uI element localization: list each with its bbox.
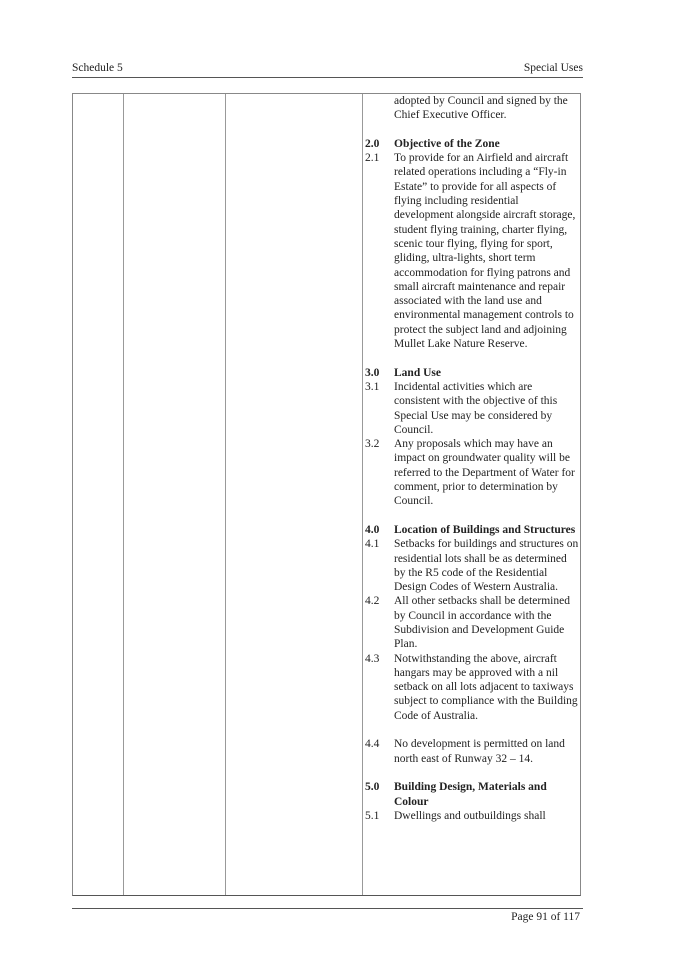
clause-text: No development is permitted on land north east of Runway 32 – 14. <box>394 738 565 765</box>
clause <box>365 380 579 437</box>
section-heading <box>365 780 579 809</box>
page-label: Page <box>511 911 534 923</box>
header-schedule: Schedule 5 <box>72 62 123 74</box>
clause <box>365 652 579 723</box>
clause <box>365 809 579 823</box>
clause-text: Incidental activities which are consistent with the objective of this Special Use may be considered by Council. <box>394 380 558 436</box>
continuation-text: adopted by Council and signed by the Chief Executive Officer. <box>394 95 568 122</box>
clause-text: To provide for an Airfield and aircraft related operations including a “Fly-in Estate” to provide for all aspects of flying including residential development alongside aircraft storage, student flying training, charter flying, scenic tour flying, flying for sport, gliding, ultra-lights, short term accommodation for flying patrons and small aircraft maintenance and repair associated with the land use and environmental management controls to protect the subject land and adjoining Mullet Lake Nature Reserve. <box>394 152 576 351</box>
clause-text: All other setbacks shall be determined by Council in accordance with the Subdivision and Development Guide Plan. <box>394 595 570 651</box>
section-title: Land Use <box>394 366 441 379</box>
section-number: 4.0 <box>365 523 380 536</box>
section-title: Building Design, Materials and Colour <box>394 781 547 808</box>
section-number: 3.0 <box>365 366 380 379</box>
clause-number: 4.4 <box>365 738 380 751</box>
clause-number: 4.3 <box>365 652 380 665</box>
clause-text: Any proposals which may have an impact on groundwater quality will be referred to the Department of Water for comment, prior to determination by Council. <box>394 438 575 508</box>
header-rule <box>72 77 583 78</box>
continuation-paragraph <box>365 94 579 123</box>
section-number: 2.0 <box>365 137 380 150</box>
current-page: 91 <box>536 911 548 923</box>
conditions-cell <box>365 94 579 823</box>
page-number <box>511 911 580 923</box>
column-divider <box>225 94 226 895</box>
column-divider <box>123 94 124 895</box>
clause-number: 4.1 <box>365 538 380 551</box>
clause <box>365 537 579 594</box>
clause <box>365 437 579 508</box>
clause-number: 3.1 <box>365 380 380 393</box>
schedule-table <box>72 93 581 896</box>
column-divider <box>362 94 363 895</box>
of-label: of <box>550 911 561 923</box>
section-heading <box>365 523 579 537</box>
clause <box>365 594 579 651</box>
clause <box>365 737 579 766</box>
clause <box>365 151 579 351</box>
clause-text: Dwellings and outbuildings shall <box>394 809 546 822</box>
clause-number: 5.1 <box>365 809 380 822</box>
section-number: 5.0 <box>365 781 380 794</box>
clause-number: 3.2 <box>365 438 380 451</box>
total-pages: 117 <box>563 911 580 923</box>
footer-rule <box>72 908 583 909</box>
section-title: Location of Buildings and Structures <box>394 523 576 536</box>
header-section: Special Uses <box>523 62 583 74</box>
clause-number: 4.2 <box>365 595 380 608</box>
clause-text: Setbacks for buildings and structures on residential lots shall be as determined by the R5 code of the Residential Design Codes of Western Australia. <box>394 538 579 594</box>
clause-number: 2.1 <box>365 152 380 165</box>
section-heading <box>365 137 579 151</box>
clause-text: Notwithstanding the above, aircraft hangars may be approved with a nil setback on all lots adjacent to taxiways subject to compliance with the Building Code of Australia. <box>394 652 578 722</box>
section-heading <box>365 366 579 380</box>
section-title: Objective of the Zone <box>394 137 500 150</box>
